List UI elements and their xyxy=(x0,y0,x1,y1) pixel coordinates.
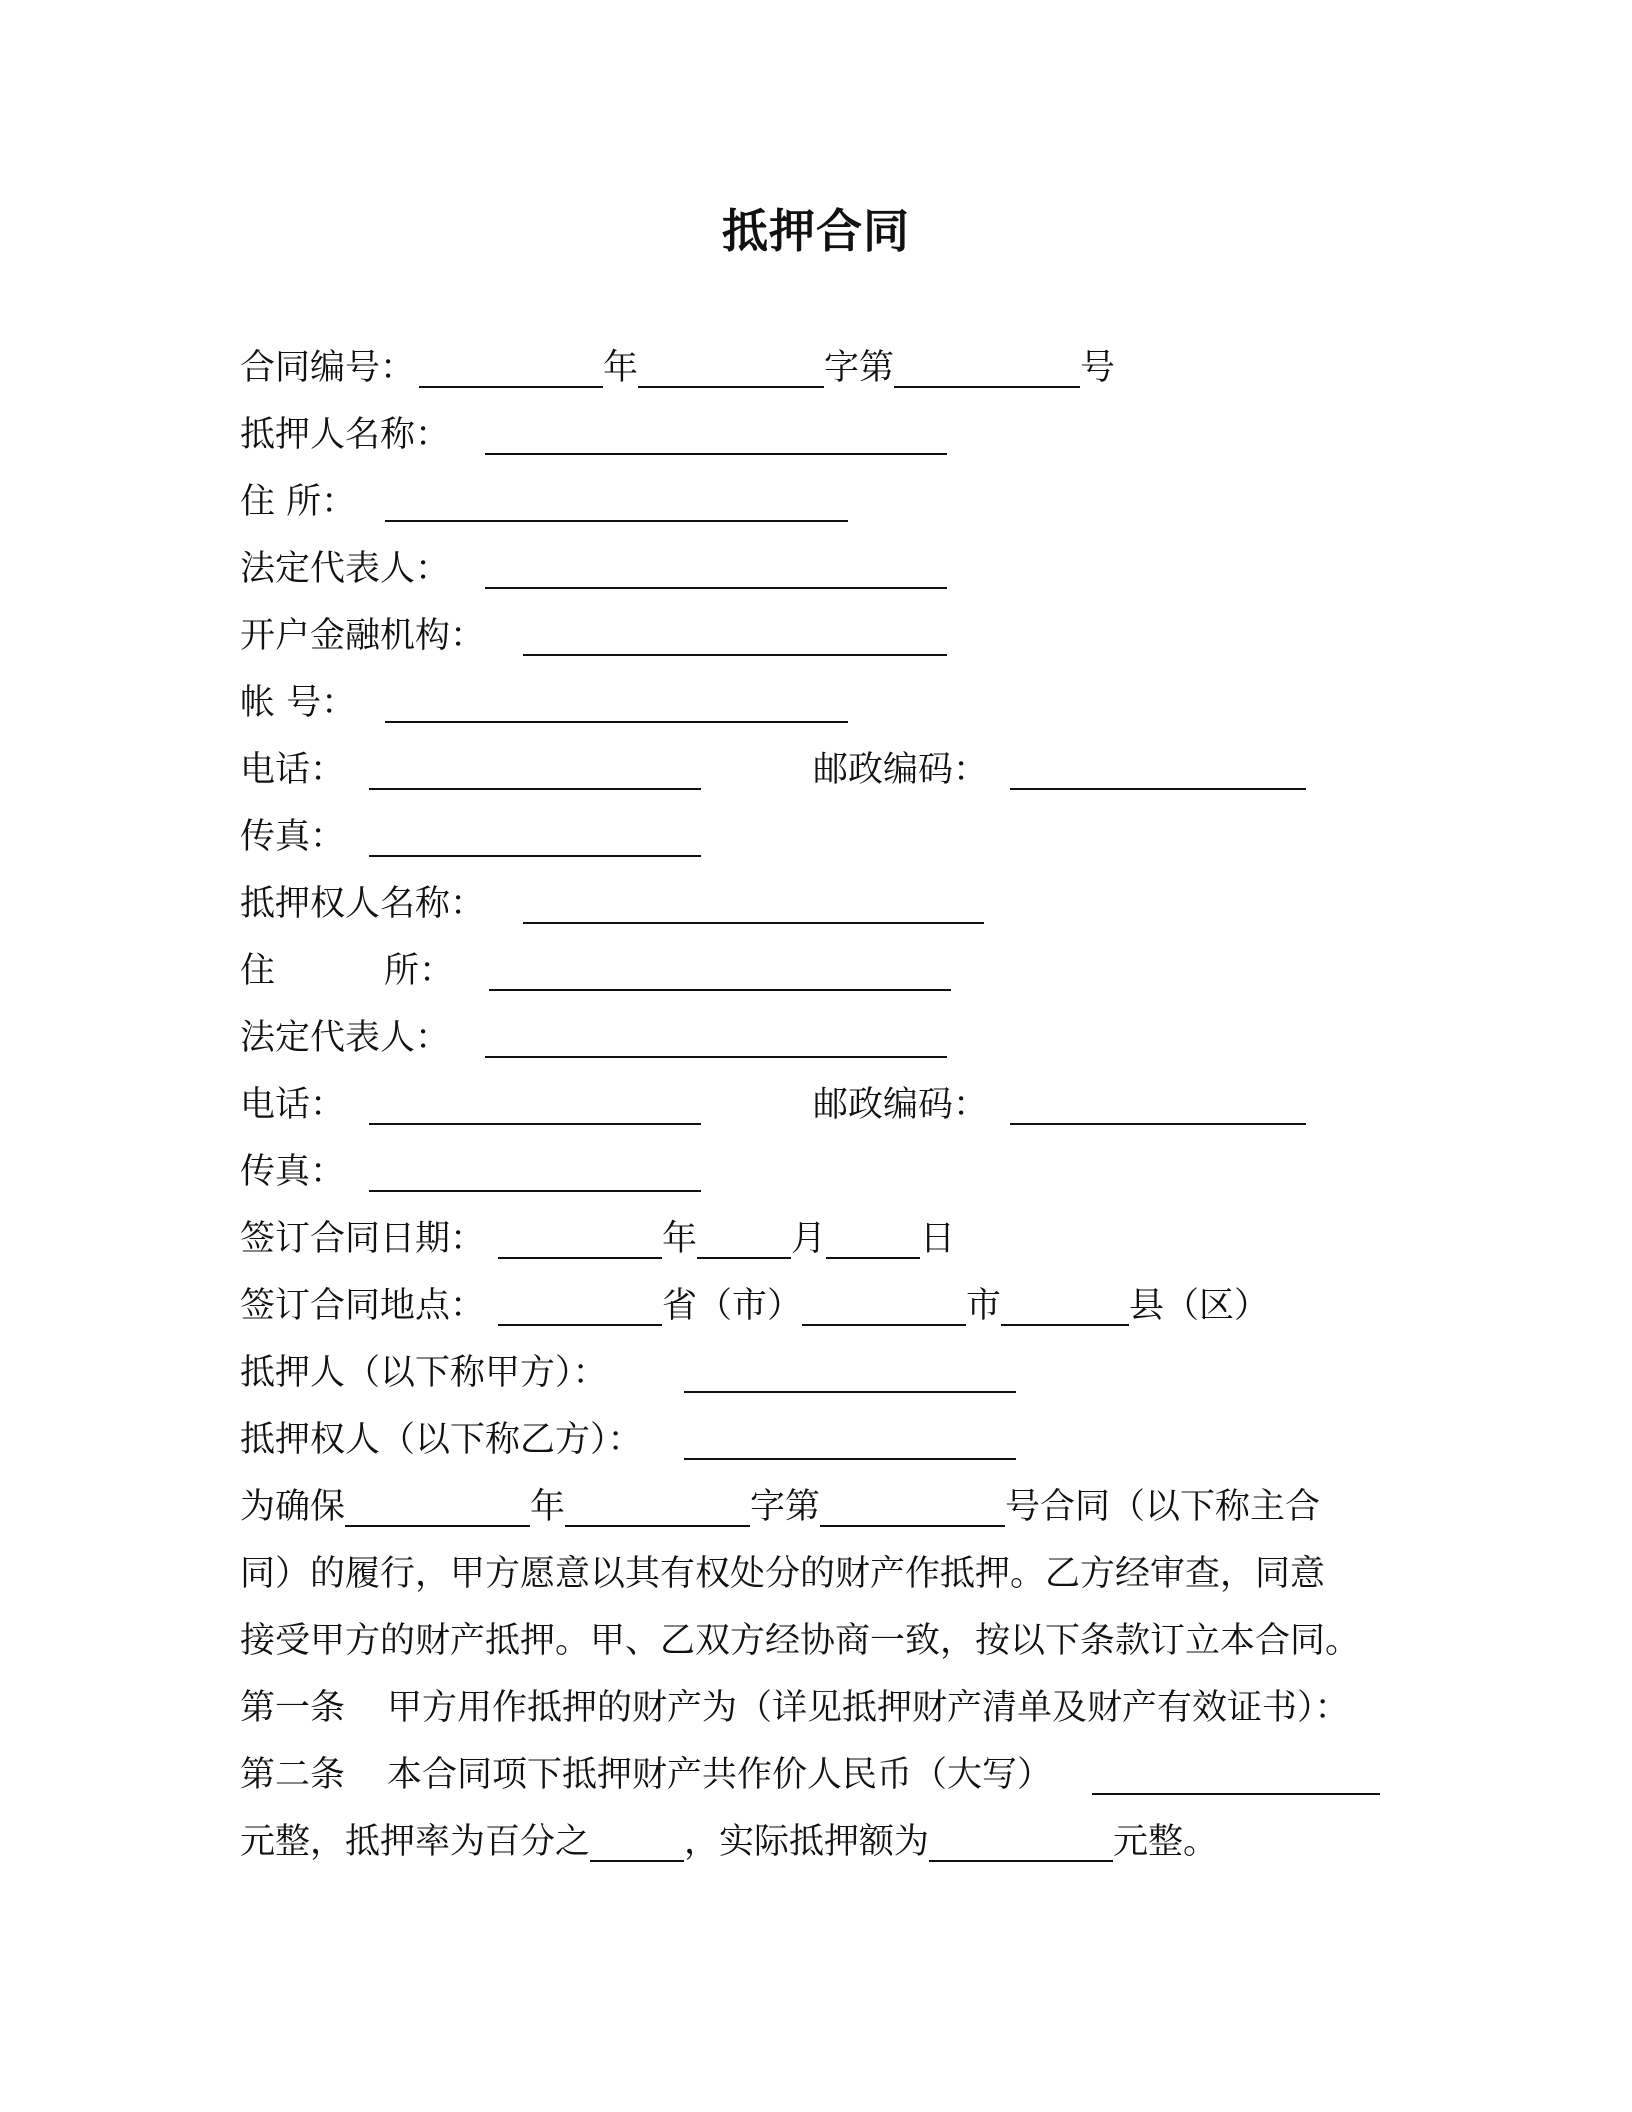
mortgagor-postcode-label: 邮政编码： xyxy=(813,750,989,790)
body-text: 号合同（以下称主合 xyxy=(1005,1487,1321,1527)
body-paragraph-line-3 xyxy=(240,1613,1360,1669)
mortgagor-bank-line xyxy=(240,608,947,664)
contract-code-blank[interactable] xyxy=(638,346,824,388)
body-text: 元整。 xyxy=(1113,1822,1219,1862)
sign-month-blank[interactable] xyxy=(697,1217,791,1259)
party-b-line xyxy=(240,1412,1140,1468)
body-text: 元整，抵押率为百分之 xyxy=(240,1822,591,1862)
mortgagee-rep-label: 法定代表人： xyxy=(240,1018,451,1058)
body-text: 字第 xyxy=(750,1487,821,1527)
mortgagor-account-label: 帐 号： xyxy=(240,683,357,723)
mortgagor-phone-blank[interactable] xyxy=(369,748,701,790)
party-b-blank[interactable] xyxy=(684,1418,1016,1460)
mortgagee-address-blank[interactable] xyxy=(489,949,951,991)
article-1-text: 甲方用作抵押的财产为（详见抵押财产清单及财产有效证书）： xyxy=(387,1688,1350,1728)
mortgagor-name-blank[interactable] xyxy=(485,413,947,455)
mortgagee-rep-blank[interactable] xyxy=(485,1016,947,1058)
mortgagor-account-blank[interactable] xyxy=(385,681,848,723)
sign-day-label: 日 xyxy=(920,1219,956,1259)
contract-serial-blank[interactable] xyxy=(894,346,1080,388)
sign-day-blank[interactable] xyxy=(826,1217,920,1259)
sign-year-label: 年 xyxy=(662,1219,698,1259)
contract-number-label: 合同编号： xyxy=(240,348,416,388)
sign-place-line xyxy=(240,1278,1269,1334)
body-text: 接受甲方的财产抵押。甲、乙双方经协商一致，按以下条款订立本合同。 xyxy=(240,1621,1361,1661)
mortgagee-fax-label: 传真： xyxy=(240,1152,346,1192)
mortgage-amount-blank[interactable] xyxy=(929,1820,1113,1862)
year-label: 年 xyxy=(603,348,639,388)
body-paragraph-line-2 xyxy=(240,1546,1325,1602)
sign-province-blank[interactable] xyxy=(498,1284,662,1326)
mortgagee-name-blank[interactable] xyxy=(523,882,984,924)
mortgagor-phone-line xyxy=(240,742,1340,798)
sign-county-label: 县（区） xyxy=(1129,1286,1270,1326)
mortgagor-rep-blank[interactable] xyxy=(485,547,947,589)
mortgagee-postcode-blank[interactable] xyxy=(1010,1083,1306,1125)
main-contract-code-blank[interactable] xyxy=(565,1485,750,1527)
mortgagor-fax-line xyxy=(240,809,701,865)
article-1-line xyxy=(240,1680,1440,1736)
mortgagor-name-line xyxy=(240,407,947,463)
mortgagor-bank-blank[interactable] xyxy=(523,614,947,656)
main-contract-year-blank[interactable] xyxy=(345,1485,530,1527)
main-contract-serial-blank[interactable] xyxy=(820,1485,1005,1527)
hao-label: 号 xyxy=(1080,348,1116,388)
party-a-label: 抵押人（以下称甲方）： xyxy=(240,1353,608,1393)
mortgagor-address-line xyxy=(240,474,848,530)
mortgagor-name-label: 抵押人名称： xyxy=(240,415,451,455)
mortgagor-postcode-blank[interactable] xyxy=(1010,748,1306,790)
mortgagee-rep-line xyxy=(240,1010,947,1066)
valuation-amount-blank[interactable] xyxy=(1092,1753,1380,1795)
sign-province-label: 省（市） xyxy=(662,1286,803,1326)
mortgagor-rep-line xyxy=(240,541,947,597)
mortgagee-address-label-part2: 所： xyxy=(384,951,455,991)
sign-month-label: 月 xyxy=(791,1219,827,1259)
mortgagee-fax-line xyxy=(240,1144,701,1200)
document-title: 抵押合同 xyxy=(722,204,910,258)
mortgagor-address-label: 住 所： xyxy=(240,482,357,522)
contract-year-blank[interactable] xyxy=(419,346,603,388)
mortgagee-name-line xyxy=(240,876,984,932)
mortgagee-address-label-part1: 住 xyxy=(240,951,276,991)
mortgagor-fax-label: 传真： xyxy=(240,817,346,857)
mortgagor-fax-blank[interactable] xyxy=(369,815,701,857)
mortgagor-account-line xyxy=(240,675,848,731)
body-paragraph-line-1 xyxy=(240,1479,1320,1535)
party-a-blank[interactable] xyxy=(684,1351,1016,1393)
mortgagee-phone-line xyxy=(240,1077,1340,1133)
article-2-line xyxy=(240,1747,1440,1803)
mortgagor-phone-label: 电话： xyxy=(240,750,346,790)
sign-date-label: 签订合同日期： xyxy=(240,1219,486,1259)
mortgagee-postcode-label: 邮政编码： xyxy=(813,1085,989,1125)
mortgagor-rep-label: 法定代表人： xyxy=(240,549,451,589)
body-text: ，实际抵押额为 xyxy=(684,1822,930,1862)
sign-city-blank[interactable] xyxy=(802,1284,966,1326)
body-text: 年 xyxy=(530,1487,566,1527)
party-a-line xyxy=(240,1345,1140,1401)
mortgagor-bank-label: 开户金融机构： xyxy=(240,616,486,656)
sign-county-blank[interactable] xyxy=(1001,1284,1129,1326)
sign-place-label: 签订合同地点： xyxy=(240,1286,486,1326)
sign-city-label: 市 xyxy=(966,1286,1002,1326)
sign-year-blank[interactable] xyxy=(498,1217,662,1259)
mortgagee-fax-blank[interactable] xyxy=(369,1150,701,1192)
body-text: 为确保 xyxy=(240,1487,346,1527)
mortgagor-address-blank[interactable] xyxy=(385,480,848,522)
party-b-label: 抵押权人（以下称乙方）： xyxy=(240,1420,643,1460)
body-text: 同）的履行，甲方愿意以其有权处分的财产作抵押。乙方经审查，同意 xyxy=(240,1554,1326,1594)
mortgagee-address-line xyxy=(240,943,1040,999)
article-2-line-2 xyxy=(240,1814,1218,1870)
article-1-number: 第一条 xyxy=(240,1688,346,1728)
contract-number-line xyxy=(240,340,1115,396)
mortgagee-phone-label: 电话： xyxy=(240,1085,346,1125)
mortgagee-name-label: 抵押权人名称： xyxy=(240,884,486,924)
article-2-text: 本合同项下抵押财产共作价人民币（大写） xyxy=(387,1755,1053,1795)
sign-date-line xyxy=(240,1211,955,1267)
mortgagee-phone-blank[interactable] xyxy=(369,1083,701,1125)
zi-di-label: 字第 xyxy=(824,348,895,388)
article-2-number: 第二条 xyxy=(240,1755,346,1795)
mortgage-rate-blank[interactable] xyxy=(590,1820,684,1862)
